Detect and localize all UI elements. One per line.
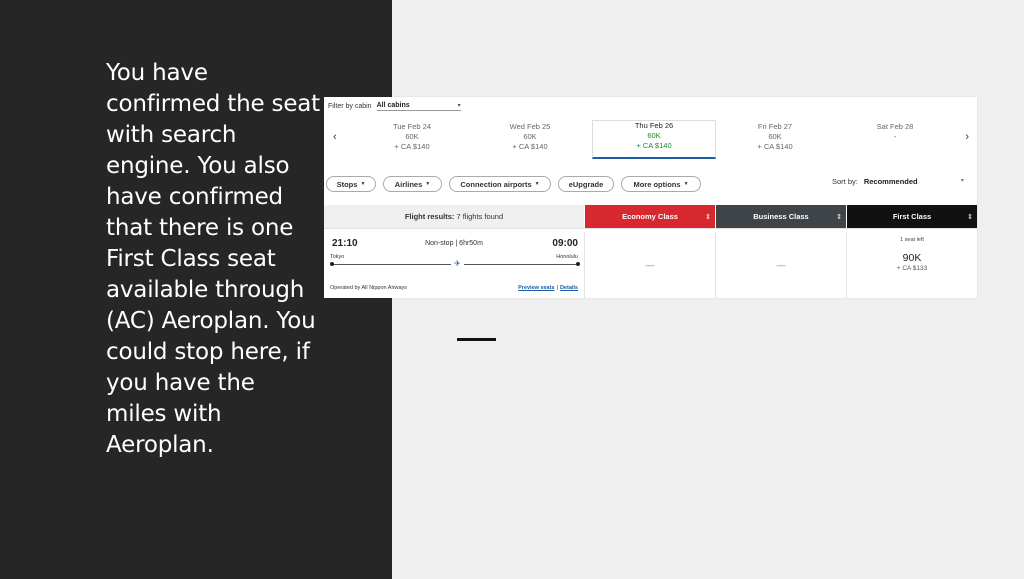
eupgrade-filter-button[interactable] xyxy=(558,176,614,192)
date-cell-wed-feb-25[interactable] xyxy=(471,122,589,158)
pill-label: eUpgrade xyxy=(568,179,604,189)
sort-value: Recommended xyxy=(863,177,918,186)
business-class-label: Business Class xyxy=(753,212,809,221)
destination-dot xyxy=(576,262,580,266)
arrival-time: 09:00 xyxy=(552,238,578,249)
caret-down-icon: ▼ xyxy=(360,181,366,187)
date-label: Sat Feb 28 xyxy=(876,122,914,131)
caret-down-icon: ▼ xyxy=(425,181,431,187)
airplane-icon: ✈ xyxy=(451,259,464,268)
sort-icon: ⇕ xyxy=(836,213,842,221)
flight-search-screenshot xyxy=(324,97,977,298)
date-cell-tue-feb-24[interactable] xyxy=(353,122,471,158)
origin-city: Tokyo xyxy=(330,254,345,260)
sort-label: Sort by: xyxy=(832,177,858,186)
date-price: + CA $140 xyxy=(636,141,672,150)
sort-icon: ⇕ xyxy=(967,213,973,221)
filter-pills xyxy=(324,175,977,195)
connection-airports-filter-button[interactable] xyxy=(449,176,551,192)
cabin-filter-label: Filter by cabin xyxy=(328,102,372,110)
stops-duration: Non-stop | 6hr50m xyxy=(425,240,483,247)
flight-links xyxy=(518,285,578,291)
date-label: Wed Feb 25 xyxy=(509,122,551,131)
cabin-filter-value: All cabins xyxy=(376,101,410,109)
divider xyxy=(324,228,977,229)
destination-city: Honolulu xyxy=(556,254,578,260)
first-price: + CA $133 xyxy=(896,265,928,272)
economy-class-header[interactable] xyxy=(585,205,715,228)
dash-mark xyxy=(457,338,496,341)
chevron-down-icon: ▾ xyxy=(960,178,964,184)
origin-dot xyxy=(330,262,334,266)
pill-label: Connection airports xyxy=(460,179,532,189)
preview-seats-link[interactable]: Preview seats xyxy=(518,285,555,291)
date-label: Thu Feb 26 xyxy=(634,121,674,130)
date-cell-thu-feb-26[interactable] xyxy=(592,120,716,159)
date-miles: 60K xyxy=(523,132,537,141)
results-label: Flight results: xyxy=(404,212,455,221)
seats-left: 1 seat left xyxy=(900,237,924,243)
sort-control xyxy=(832,177,964,186)
sort-select[interactable] xyxy=(864,177,964,186)
flight-row xyxy=(324,232,977,298)
slide-text: You have confirmed the seat with search engine. You also have confirmed that there is one First Class seat available through (AC) Aeroplan. You could stop here, if you have the miles with Aeroplan. xyxy=(106,60,321,458)
business-class-header[interactable] xyxy=(716,205,846,228)
more-options-button[interactable] xyxy=(621,176,701,192)
date-cell-fri-feb-27[interactable] xyxy=(716,122,834,158)
operated-by: Operated by All Nippon Airways xyxy=(330,285,408,291)
first-class-header[interactable] xyxy=(847,205,977,228)
caret-down-icon: ▼ xyxy=(534,181,540,187)
date-label: Fri Feb 27 xyxy=(757,122,793,131)
pill-label: Airlines xyxy=(394,179,423,189)
date-cell-sat-feb-28[interactable] xyxy=(836,122,954,158)
details-link[interactable]: Details xyxy=(559,285,578,291)
first-miles: 90K xyxy=(902,252,922,264)
chevron-down-icon: ▾ xyxy=(457,102,461,109)
sort-icon: ⇕ xyxy=(705,213,711,221)
caret-down-icon: ▼ xyxy=(683,181,689,187)
chevron-left-icon[interactable]: ‹ xyxy=(333,131,337,143)
economy-fare-cell xyxy=(584,232,715,298)
cabin-filter-select[interactable] xyxy=(377,102,461,111)
pill-label: More options xyxy=(633,179,681,189)
date-price: + CA $140 xyxy=(394,142,430,151)
date-miles: 60K xyxy=(647,131,661,140)
date-miles: - xyxy=(893,132,897,141)
stops-filter-button[interactable] xyxy=(326,176,376,192)
link-separator: | xyxy=(556,285,558,291)
chevron-right-icon[interactable]: › xyxy=(965,131,969,143)
economy-class-label: Economy Class xyxy=(622,212,678,221)
airlines-filter-button[interactable] xyxy=(383,176,442,192)
date-miles: 60K xyxy=(405,132,419,141)
results-count: 7 flights found xyxy=(456,212,504,221)
pill-label: Stops xyxy=(336,179,358,189)
departure-time: 21:10 xyxy=(332,238,358,249)
date-label: Tue Feb 24 xyxy=(392,122,432,131)
results-header xyxy=(324,205,977,228)
date-strip xyxy=(324,119,977,159)
flight-info xyxy=(324,232,584,298)
economy-fare: — xyxy=(645,260,655,270)
business-fare: — xyxy=(776,260,786,270)
business-fare-cell xyxy=(715,232,846,298)
date-miles: 60K xyxy=(768,132,782,141)
date-price: + CA $140 xyxy=(757,142,793,151)
date-price: + CA $140 xyxy=(512,142,548,151)
first-class-label: First Class xyxy=(892,212,932,221)
first-fare-cell[interactable] xyxy=(846,232,977,298)
cabin-filter xyxy=(328,99,461,113)
flight-results-summary xyxy=(324,205,584,228)
